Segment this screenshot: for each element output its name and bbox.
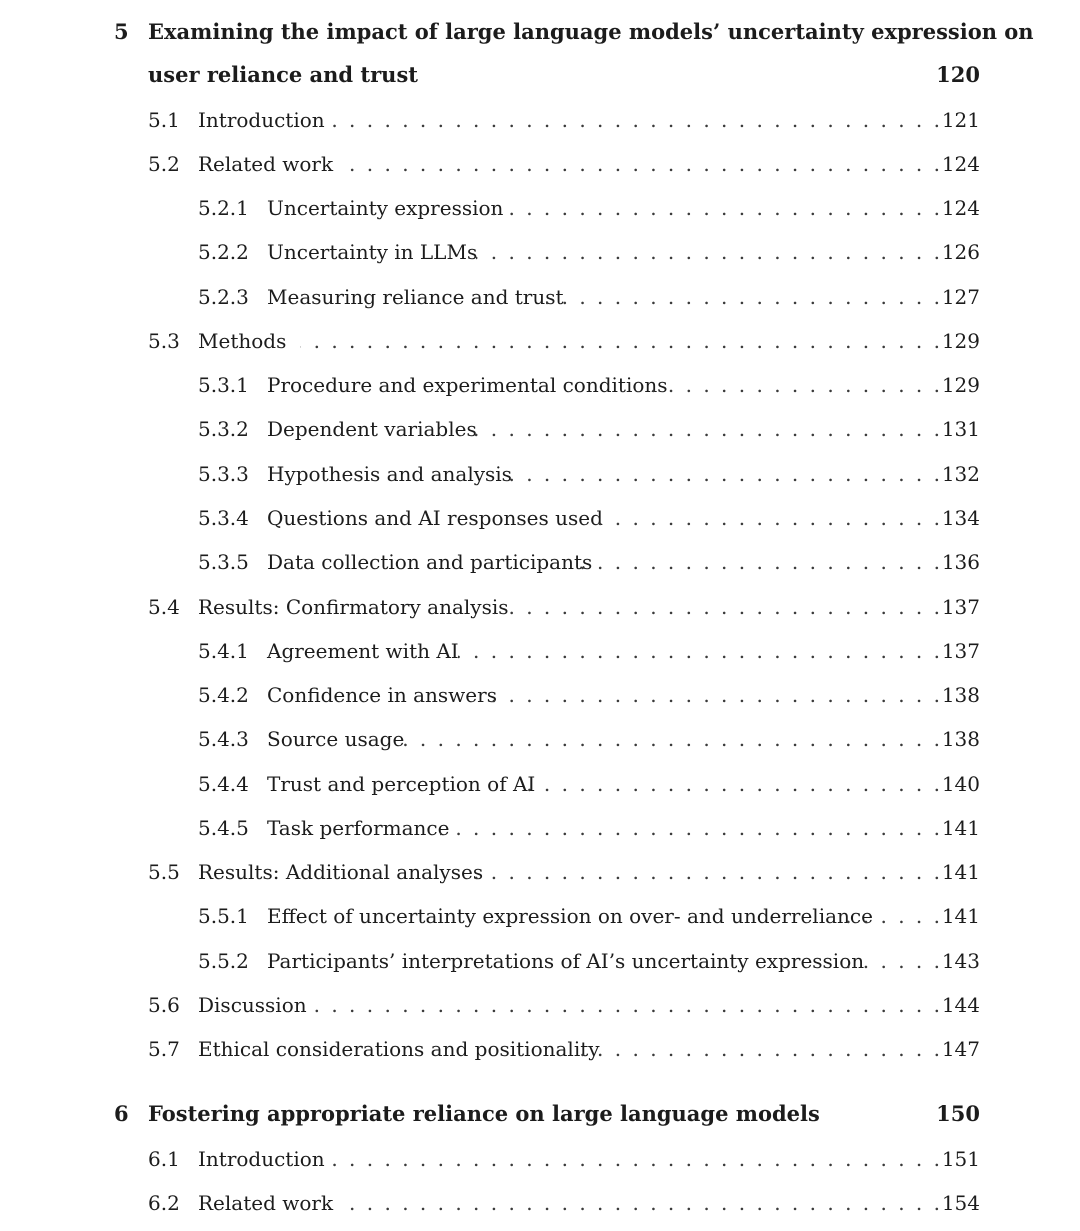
dot-leader [504, 459, 940, 489]
toc-subsection-entry[interactable] [0, 503, 1080, 533]
subsection-title: Uncertainty in LLMs [267, 240, 478, 264]
page-number: 154 [941, 1191, 980, 1215]
subsection-number: 5.2.1 [198, 196, 249, 220]
subsection-title: Questions and AI responses used [267, 506, 603, 530]
dot-leader [458, 636, 940, 666]
dot-leader [578, 1034, 940, 1064]
page-number: 141 [941, 816, 980, 840]
page-number: 124 [941, 196, 980, 220]
chapter-number: 6 [114, 1101, 129, 1126]
section-number: 6.1 [148, 1147, 180, 1171]
section-number: 5.2 [148, 152, 180, 176]
subsection-title: Agreement with AI [267, 639, 459, 663]
dot-leader [528, 769, 940, 799]
section-title: Results: Confirmatory analysis [198, 595, 509, 619]
dot-leader [338, 149, 940, 179]
subsection-title: Procedure and experimental conditions [267, 373, 668, 397]
page-number: 134 [941, 506, 980, 530]
dot-leader [494, 592, 940, 622]
toc-subsection-entry[interactable] [0, 680, 1080, 710]
subsection-title: Confidence in answers [267, 683, 497, 707]
dot-leader [490, 680, 940, 710]
section-number: 5.1 [148, 108, 180, 132]
chapter-title: Fostering appropriate reliance on large language models [148, 1101, 820, 1126]
subsection-title: Uncertainty expression [267, 196, 504, 220]
section-title: Ethical considerations and positionality [198, 1037, 600, 1061]
page-number: 144 [941, 993, 980, 1017]
section-number: 5.6 [148, 993, 180, 1017]
subsection-number: 5.2.3 [198, 285, 249, 309]
page-number: 140 [941, 772, 980, 796]
section-title: Related work [198, 1191, 334, 1215]
toc-subsection-entry[interactable] [0, 901, 1080, 931]
dot-leader [590, 503, 940, 533]
page-number: 136 [941, 550, 980, 574]
subsection-number: 5.4.5 [198, 816, 249, 840]
page-number: 138 [941, 683, 980, 707]
toc-subsection-entry[interactable] [0, 547, 1080, 577]
toc-subsection-entry[interactable] [0, 813, 1080, 843]
chapter-title: Examining the impact of large language models’ uncertainty expression on [148, 19, 1034, 44]
dot-leader [832, 946, 940, 976]
page-number: 129 [941, 329, 980, 353]
subsection-number: 5.4.3 [198, 727, 249, 751]
toc-section-entry[interactable] [0, 326, 1080, 356]
page-number: 137 [941, 639, 980, 663]
subsection-title: Trust and perception of AI [267, 772, 536, 796]
toc-section-entry[interactable] [0, 149, 1080, 179]
page-number: 131 [941, 417, 980, 441]
dot-leader [440, 813, 940, 843]
section-number: 5.4 [148, 595, 180, 619]
dot-leader [326, 105, 940, 135]
subsection-title: Measuring reliance and trust [267, 285, 564, 309]
page-number: 127 [941, 285, 980, 309]
section-title: Discussion [198, 993, 307, 1017]
subsection-title: Task performance [267, 816, 450, 840]
dot-leader [492, 193, 940, 223]
toc-subsection-entry[interactable] [0, 636, 1080, 666]
subsection-number: 5.3.5 [198, 550, 249, 574]
page-number: 141 [941, 904, 980, 928]
subsection-number: 5.4.2 [198, 683, 249, 707]
subsection-number: 5.4.4 [198, 772, 249, 796]
dot-leader [304, 990, 940, 1020]
subsection-title: Dependent variables [267, 417, 477, 441]
toc-subsection-entry[interactable] [0, 459, 1080, 489]
page-number: 141 [941, 860, 980, 884]
page-number: 129 [941, 373, 980, 397]
chapter-title-continued: user reliance and trust [148, 62, 418, 87]
page-number: 137 [941, 595, 980, 619]
dot-leader [546, 282, 940, 312]
toc-section-entry[interactable] [0, 1188, 1080, 1218]
subsection-number: 5.3.3 [198, 462, 249, 486]
page-number: 120 [936, 62, 980, 87]
chapter-number: 5 [114, 19, 129, 44]
page-number: 143 [941, 949, 980, 973]
subsection-title: Effect of uncertainty expression on over- and underreliance [267, 904, 873, 928]
subsection-title: Data collection and participants [267, 550, 593, 574]
section-number: 6.2 [148, 1191, 180, 1215]
toc-chapter-heading[interactable] [0, 1099, 1080, 1129]
toc-section-entry[interactable] [0, 857, 1080, 887]
section-number: 5.3 [148, 329, 180, 353]
toc-subsection-entry[interactable] [0, 237, 1080, 267]
dot-leader [470, 414, 940, 444]
subsection-number: 5.5.1 [198, 904, 249, 928]
toc-section-entry[interactable] [0, 592, 1080, 622]
section-title: Related work [198, 152, 334, 176]
dot-leader [326, 1144, 940, 1174]
page-number: 132 [941, 462, 980, 486]
toc-section-entry[interactable] [0, 990, 1080, 1020]
section-number: 5.5 [148, 860, 180, 884]
toc-section-entry[interactable] [0, 1034, 1080, 1064]
toc-section-entry[interactable] [0, 105, 1080, 135]
toc-subsection-entry[interactable] [0, 370, 1080, 400]
toc-subsection-entry[interactable] [0, 724, 1080, 754]
toc-subsection-entry[interactable] [0, 946, 1080, 976]
page-number: 147 [941, 1037, 980, 1061]
subsection-title: Participants’ interpretations of AI’s uncertainty expression [267, 949, 865, 973]
dot-leader [338, 1188, 940, 1218]
dot-leader [404, 724, 940, 754]
page-number: 126 [941, 240, 980, 264]
toc-section-entry[interactable] [0, 1144, 1080, 1174]
subsection-number: 5.3.1 [198, 373, 249, 397]
section-title: Results: Additional analyses [198, 860, 484, 884]
page-number: 150 [936, 1101, 980, 1126]
dot-leader [578, 547, 940, 577]
dot-leader [648, 370, 940, 400]
page-number: 121 [941, 108, 980, 132]
dot-leader [832, 901, 940, 931]
toc-subsection-entry[interactable] [0, 193, 1080, 223]
section-title: Introduction [198, 108, 325, 132]
page-number: 138 [941, 727, 980, 751]
subsection-number: 5.3.4 [198, 506, 249, 530]
page-number: 151 [941, 1147, 980, 1171]
page-number: 124 [941, 152, 980, 176]
subsection-number: 5.5.2 [198, 949, 249, 973]
subsection-title: Source usage [267, 727, 405, 751]
subsection-number: 5.2.2 [198, 240, 249, 264]
toc-subsection-entry[interactable] [0, 414, 1080, 444]
section-title: Methods [198, 329, 287, 353]
subsection-number: 5.3.2 [198, 417, 249, 441]
section-title: Introduction [198, 1147, 325, 1171]
subsection-number: 5.4.1 [198, 639, 249, 663]
toc-subsection-entry[interactable] [0, 769, 1080, 799]
dot-leader [474, 857, 940, 887]
dot-leader [300, 326, 940, 356]
toc-chapter-heading-continued[interactable] [0, 60, 1080, 90]
toc-subsection-entry[interactable] [0, 282, 1080, 312]
subsection-title: Hypothesis and analysis [267, 462, 512, 486]
section-number: 5.7 [148, 1037, 180, 1061]
toc-chapter-heading[interactable] [0, 17, 1080, 47]
dot-leader [476, 237, 940, 267]
